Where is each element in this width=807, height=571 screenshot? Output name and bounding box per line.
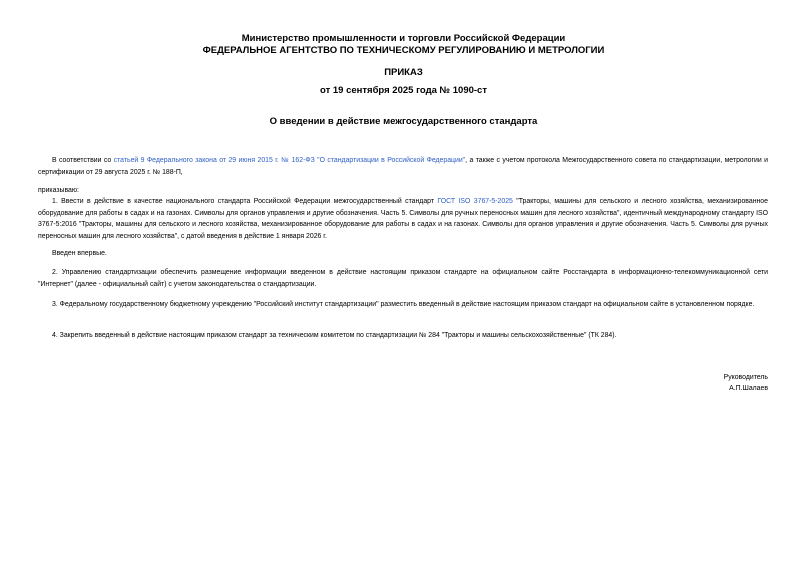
federal-law-link[interactable]: статьей 9 Федерального закона от 29 июня 2015 г. № 162-ФЗ "О стандартизации в Российской Федерации" — [113, 157, 466, 164]
item-3-paragraph: 3. Федеральному государственному бюджетному учреждению "Российский институт стандартизации" разместить введенный в действие настоящим приказом стандарт на официальном сайте в установленном порядке. — [52, 301, 755, 308]
preamble-prefix: В соответствии со — [52, 157, 114, 164]
item-1-suffix: "Тракторы, машины для сельского и лесного хозяйства, механизированное оборудование для работы в садах и на газонах. Символы для органов управления и другие обозначения. Часть 5. Символы для ручных переносных машин для лесного хозяйства", идентичный международному стандарту ISO 3767-5:2016 "Тракторы, машины для сельского и лесного хозяйства, механизированное оборудование для работы в садах и на газонах. Символы для органов управления и другие обозначения. Часть 5. Символы для ручных переносных машин для лесного хозяйства", с датой введения в действие 1 января 2026 г. — [38, 198, 768, 240]
agency-title: ФЕДЕРАЛЬНОЕ АГЕНТСТВО ПО ТЕХНИЧЕСКОМУ РЕГУЛИРОВАНИЮ И МЕТРОЛОГИИ — [202, 45, 605, 56]
item-1-prefix: 1. Ввести в действие в качестве национального стандарта Российской Федерации межгосударственный стандарт — [52, 198, 438, 205]
gost-standard-link[interactable]: ГОСТ ISO 3767-5-2025 — [437, 198, 513, 205]
item-2-paragraph: 2. Управлению стандартизации обеспечить размещение информации введенном в действие настоящим приказом стандарте на официальном сайте Росстандарта в информационно-телекоммуникационной сети "Интернет" (далее - официальный сайт) с учетом законодательства о стандартизации. — [38, 269, 768, 288]
preamble-paragraph — [38, 155, 768, 178]
order-word: приказываю: — [38, 187, 79, 194]
introduced-first: Введен впервые. — [52, 250, 107, 257]
ministry-title: Министерство промышленности и торговли Российской Федерации — [241, 33, 566, 44]
preamble-suffix: , а также с учетом протокола Межгосударственного совета по стандартизации, метрологии и сертификации от 29 августа 2025 г. № 188-П, — [38, 157, 768, 176]
doc-subject: О введении в действие межгосударственного стандарта — [269, 116, 538, 127]
item-1-paragraph — [38, 196, 768, 242]
doc-date-number: от 19 сентября 2025 года № 1090-ст — [320, 85, 487, 96]
doc-type: ПРИКАЗ — [384, 67, 423, 78]
item-4-paragraph: 4. Закрепить введенный в действие настоящим приказом стандарт за техническим комитетом по стандартизации № 284 "Тракторы и машины сельскохозяйственные" (ТК 284). — [52, 332, 617, 339]
signature-name: А.П.Шалаев — [729, 385, 768, 392]
signature-title: Руководитель — [723, 374, 768, 381]
